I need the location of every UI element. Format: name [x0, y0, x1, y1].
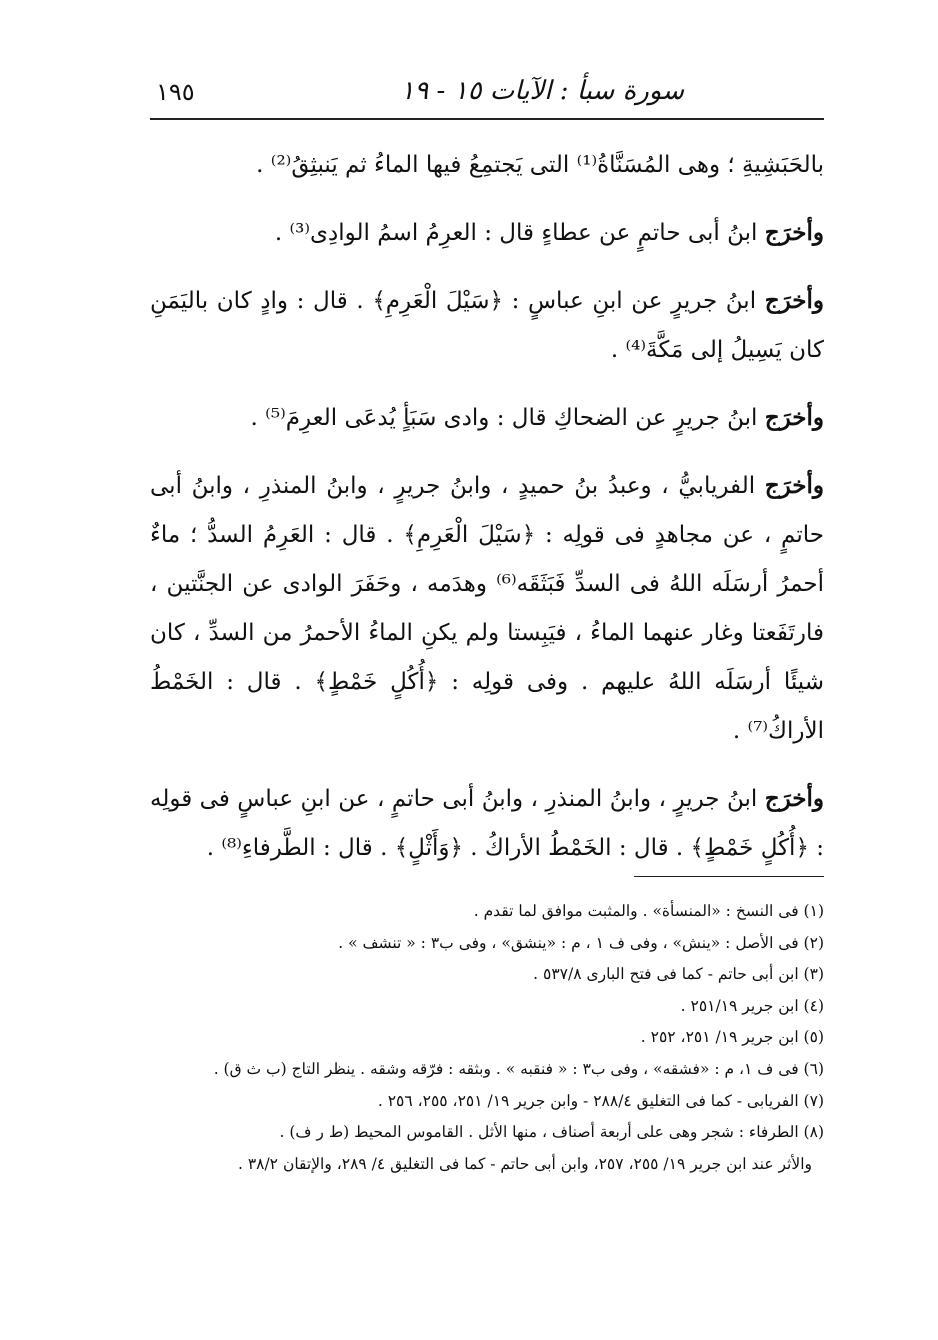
footnote-continuation: والأثر عند ابن جرير ١٩/ ٢٥٥، ٢٥٧، وابن أبى حاتم - كما فى التغليق ٤/ ٢٨٩، والإتقان ٣٨/٢ .	[237, 1154, 812, 1173]
footnote: (١) فى النسخ : «المنسأة» . والمثبت موافق لما تقدم .	[473, 902, 824, 920]
paragraph-text: ابنُ جريرٍ ، وابنُ المنذرِ ، وابنُ أبى حاتمٍ ، عن ابنِ عباسٍ فى قولِه : ﴿أُكُلٍ خَمْطٍ﴾ . قال : الخَمْطُ الأراكُ . ﴿وَأَثْلٍ﴾ . قال : الطَّرفاءِ⁽⁸⁾ .	[150, 786, 824, 861]
paragraph	[150, 140, 824, 190]
paragraph-lead: وأخرَج	[764, 404, 824, 431]
paragraph-lead: وأخرَج	[764, 472, 824, 499]
footnote: (٣) ابن أبى حاتم - كما فى فتح البارى ٥٣٧/٨ .	[533, 965, 824, 984]
footnote: (٤) ابن جرير ٢٥١/١٩ .	[680, 996, 824, 1015]
page-number: ١٩٥	[156, 78, 195, 106]
footnote: (٨) الطرفاء : شجر وهى على أربعة أصناف ، منها الأثل . القاموس المحيط (ط ر ف) .	[279, 1123, 824, 1142]
paragraph-text: ابنُ جريرٍ عن ابنِ عباسٍ : ﴿سَيْلَ الْعَرِمِ﴾ . قال : وادٍ كان باليَمَنِ كان يَسِيلُ إلى مَكَّةَ⁽⁴⁾ .	[150, 288, 824, 363]
footnote: (٧) الفريابى - كما فى التغليق ٢٨٨/٤ - وابن جرير ١٩/ ٢٥١، ٢٥٥، ٢٥٦ .	[377, 1091, 824, 1110]
paragraph-lead: وأخرَج	[764, 287, 824, 314]
footnote-separator	[634, 876, 824, 877]
paragraph	[150, 461, 824, 756]
paragraph-lead: وأخرَج	[764, 785, 824, 812]
paragraph	[150, 393, 824, 443]
paragraph-text: الفريابيُّ ، وعبدُ بنُ حميدٍ ، وابنُ جريرٍ ، وابنُ المنذرِ ، وابنُ أبى حاتمٍ ، عن مجاهدٍ فى قولِه : ﴿سَيْلَ الْعَرِمِ﴾ . قال : العَرِمُ السدُّ ؛ ماءٌ أحمرُ أرسَلَه اللهُ فى السدِّ فَبَثَقَه⁽⁶⁾ وهدَمه ، وحَفَرَ الوادى عن الجنَّتين ، فارتَفَعتا وغار عنهما الماءُ ، فيَبِستا ولم يكنِ الماءُ الأحمرُ من السدِّ ، كان شيئًا أرسَلَه اللهُ عليهم . وفى قولِه : ﴿أُكُلٍ خَمْطٍ﴾ . قال : الخَمْطُ الأراكُ⁽⁷⁾ .	[150, 473, 824, 744]
main-text	[150, 140, 824, 891]
paragraph-text: بالحَبَشِيةِ ؛ وهى المُسَنَّاةُ⁽¹⁾ التى يَجتمِعُ فيها الماءُ ثم يَنبثِقُ⁽²⁾ .	[256, 152, 824, 178]
footnote: (٢) فى الأصل : «ينش» ، وفى ف ١ ، م : «ينشق» ، وفى ب٣ : « تنشف » .	[338, 933, 824, 952]
page-header	[150, 68, 824, 120]
footnotes	[140, 896, 830, 1180]
paragraph-text: ابنُ جريرٍ عن الضحاكِ قال : وادى سَبَأٍ يُدعَى العرِمَ⁽⁵⁾ .	[250, 405, 765, 431]
paragraph	[150, 774, 824, 873]
footnote: (٦) فى ف ١، م : «فشقه» ، وفى ب٣ : « فنقبه » . وبثقه : فرّقه وشقه . ينظر التاج (ب ث ق) .	[213, 1059, 824, 1078]
running-title: سورة سبأ : الآيات ١٥ - ١٩	[400, 76, 684, 106]
paragraph-text: ابنُ أبى حاتمٍ عن عطاءٍ قال : العرِمُ اسمُ الوادِى⁽³⁾ .	[274, 220, 765, 246]
paragraph	[150, 276, 824, 375]
paragraph	[150, 208, 824, 258]
paragraph-lead: وأخرَج	[764, 219, 824, 246]
footnote: (٥) ابن جرير ١٩/ ٢٥١، ٢٥٢ .	[640, 1028, 824, 1047]
